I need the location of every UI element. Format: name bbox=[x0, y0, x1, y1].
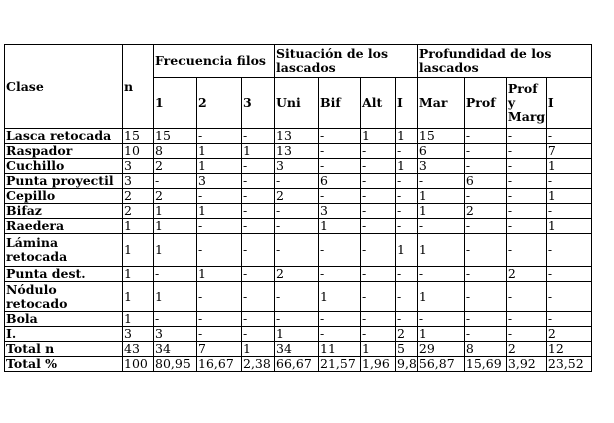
table-cell: 1 bbox=[197, 267, 242, 282]
table-cell: 3 bbox=[197, 174, 242, 189]
table-cell: 2 bbox=[546, 327, 591, 342]
header-clase: Clase bbox=[5, 45, 123, 129]
header-sub-1: 1 bbox=[154, 78, 197, 129]
table-cell: - bbox=[242, 312, 275, 327]
table-cell: 12 bbox=[546, 342, 591, 357]
header-sub-i2: I bbox=[546, 78, 591, 129]
table-cell: - bbox=[197, 312, 242, 327]
table-cell: - bbox=[464, 219, 506, 234]
table-cell: 3,92 bbox=[506, 357, 546, 372]
table-cell: - bbox=[197, 282, 242, 312]
row-clase-label: Punta proyectil bbox=[5, 174, 123, 189]
header-sub-prof: Prof bbox=[464, 78, 506, 129]
table-cell: - bbox=[396, 219, 418, 234]
table-cell: - bbox=[275, 219, 319, 234]
table-cell: 1 bbox=[123, 267, 154, 282]
table-cell: 2,38 bbox=[242, 357, 275, 372]
table-cell: 15,69 bbox=[464, 357, 506, 372]
table-cell: 6 bbox=[464, 174, 506, 189]
table-cell: 1 bbox=[123, 312, 154, 327]
table-cell: 1 bbox=[242, 144, 275, 159]
table-cell: - bbox=[242, 219, 275, 234]
table-cell: - bbox=[154, 174, 197, 189]
table-cell: 1 bbox=[197, 204, 242, 219]
table-cell: - bbox=[242, 234, 275, 267]
header-sub-uni: Uni bbox=[275, 78, 319, 129]
header-sub-bif: Bif bbox=[319, 78, 361, 129]
table-row bbox=[5, 357, 592, 372]
table-cell: - bbox=[242, 267, 275, 282]
table-cell: - bbox=[197, 234, 242, 267]
table-cell: 2 bbox=[154, 189, 197, 204]
table-cell: 3 bbox=[154, 327, 197, 342]
table-cell: 2 bbox=[464, 204, 506, 219]
table-cell: - bbox=[361, 282, 396, 312]
data-table-container bbox=[4, 44, 592, 372]
table-cell: - bbox=[197, 219, 242, 234]
table-row bbox=[5, 342, 592, 357]
table-cell: 1 bbox=[361, 129, 396, 144]
table-cell: 6 bbox=[319, 174, 361, 189]
table-cell: - bbox=[464, 327, 506, 342]
table-cell: 8 bbox=[154, 144, 197, 159]
table-cell: 9,8 bbox=[397, 356, 417, 371]
table-cell: 1 bbox=[396, 129, 418, 144]
table-cell: - bbox=[506, 129, 546, 144]
table-cell: - bbox=[319, 144, 361, 159]
table-cell: 1 bbox=[396, 234, 418, 267]
table-cell: - bbox=[361, 234, 396, 267]
table-cell: - bbox=[242, 159, 275, 174]
table-cell: 1 bbox=[154, 234, 197, 267]
table-cell: 3 bbox=[417, 159, 464, 174]
table-cell: - bbox=[361, 144, 396, 159]
table-cell: - bbox=[242, 189, 275, 204]
table-cell: 1 bbox=[275, 327, 319, 342]
table-cell: 1 bbox=[154, 282, 197, 312]
table-cell: - bbox=[319, 159, 361, 174]
table-cell: 8 bbox=[464, 342, 506, 357]
table-row bbox=[5, 234, 592, 267]
table-cell: 2 bbox=[506, 342, 546, 357]
header-frecuencia-filos: Frecuencia filos bbox=[154, 45, 275, 78]
table-cell: 21,57 bbox=[319, 357, 361, 372]
table-cell: 1 bbox=[361, 342, 396, 357]
table-row bbox=[5, 144, 592, 159]
table-cell: - bbox=[154, 267, 197, 282]
table-cell: 43 bbox=[123, 342, 154, 357]
table-cell: 1 bbox=[197, 159, 242, 174]
table-cell: 1 bbox=[319, 282, 361, 312]
table-cell: 1 bbox=[546, 219, 591, 234]
header-situacion-lascados: Situación de los lascados bbox=[275, 45, 418, 78]
table-cell: - bbox=[464, 189, 506, 204]
table-cell: - bbox=[464, 144, 506, 159]
table-cell: 100 bbox=[123, 357, 154, 372]
table-cell: - bbox=[396, 174, 418, 189]
table-cell: 13 bbox=[275, 144, 319, 159]
table-row bbox=[5, 282, 592, 312]
table-cell: - bbox=[546, 234, 591, 267]
table-cell: - bbox=[546, 204, 591, 219]
table-cell: 1 bbox=[197, 144, 242, 159]
table-cell: 15 bbox=[123, 129, 154, 144]
table-cell: 1 bbox=[123, 234, 154, 267]
row-clase-label: Total n bbox=[5, 342, 123, 357]
table-cell: 66,67 bbox=[275, 357, 319, 372]
table-cell: - bbox=[464, 129, 506, 144]
table-cell: - bbox=[275, 234, 319, 267]
table-row bbox=[5, 204, 592, 219]
table-cell: - bbox=[319, 327, 361, 342]
table-cell: - bbox=[464, 267, 506, 282]
table-cell: - bbox=[417, 219, 464, 234]
table-cell: 2 bbox=[275, 189, 319, 204]
table-cell: - bbox=[361, 219, 396, 234]
table-cell: 7 bbox=[546, 144, 591, 159]
header-sub-mar: Mar bbox=[417, 78, 464, 129]
row-clase-label: Cepillo bbox=[5, 189, 123, 204]
table-row bbox=[5, 189, 592, 204]
table-cell: - bbox=[319, 267, 361, 282]
header-sub-prof-marg: Prof y Marg bbox=[506, 78, 546, 129]
table-cell: 15 bbox=[417, 129, 464, 144]
table-cell: 2 bbox=[396, 327, 418, 342]
table-cell: 10 bbox=[123, 144, 154, 159]
table-cell: - bbox=[319, 129, 361, 144]
table-cell: - bbox=[464, 159, 506, 174]
table-cell: 29 bbox=[417, 342, 464, 357]
table-cell: - bbox=[197, 327, 242, 342]
table-cell: - bbox=[417, 174, 464, 189]
row-clase-label: Bifaz bbox=[5, 204, 123, 219]
table-cell: 1 bbox=[417, 327, 464, 342]
table-cell: 13 bbox=[275, 129, 319, 144]
header-n: n bbox=[123, 45, 154, 129]
table-cell: - bbox=[242, 327, 275, 342]
table-cell: 1 bbox=[242, 342, 275, 357]
table-cell: - bbox=[506, 282, 546, 312]
table-cell: - bbox=[361, 204, 396, 219]
table-cell: 23,52 bbox=[546, 357, 591, 372]
table-cell: 1 bbox=[123, 219, 154, 234]
table-cell: 1 bbox=[319, 219, 361, 234]
table-cell: - bbox=[464, 312, 506, 327]
table-cell: - bbox=[396, 282, 418, 312]
table-cell: 5 bbox=[396, 342, 418, 357]
table-cell: - bbox=[396, 267, 418, 282]
table-cell: - bbox=[361, 327, 396, 342]
lithic-analysis-table bbox=[4, 44, 592, 372]
table-cell: - bbox=[506, 219, 546, 234]
table-cell: - bbox=[275, 174, 319, 189]
table-cell: - bbox=[396, 189, 418, 204]
table-cell: 2 bbox=[154, 159, 197, 174]
row-clase-label: Lasca retocada bbox=[5, 129, 123, 144]
table-cell: - bbox=[396, 312, 418, 327]
row-clase-label: Raedera bbox=[5, 219, 123, 234]
table-cell: 2 bbox=[506, 267, 546, 282]
table-cell: 3 bbox=[275, 159, 319, 174]
table-cell: 1 bbox=[123, 282, 154, 312]
table-cell: 2 bbox=[123, 204, 154, 219]
table-cell: - bbox=[506, 159, 546, 174]
table-cell: - bbox=[396, 144, 418, 159]
table-cell: - bbox=[546, 312, 591, 327]
header-sub-2: 2 bbox=[197, 78, 242, 129]
table-cell: 3 bbox=[123, 327, 154, 342]
table-cell: - bbox=[361, 189, 396, 204]
row-clase-label: Total % bbox=[5, 357, 123, 372]
row-clase-label: Bola bbox=[5, 312, 123, 327]
table-cell: 7 bbox=[197, 342, 242, 357]
table-cell: - bbox=[319, 312, 361, 327]
table-cell: 1 bbox=[546, 159, 591, 174]
table-cell: - bbox=[242, 174, 275, 189]
table-cell: - bbox=[417, 312, 464, 327]
table-cell: 3 bbox=[123, 159, 154, 174]
table-cell: 56,87 bbox=[417, 357, 464, 372]
table-cell: - bbox=[417, 267, 464, 282]
table-cell: 2 bbox=[275, 267, 319, 282]
table-row bbox=[5, 174, 592, 189]
table-cell: - bbox=[275, 204, 319, 219]
table-cell: 3 bbox=[319, 204, 361, 219]
table-body bbox=[5, 129, 592, 372]
table-row bbox=[5, 129, 592, 144]
table-cell: 34 bbox=[275, 342, 319, 357]
table-row bbox=[5, 219, 592, 234]
table-cell: - bbox=[319, 189, 361, 204]
table-cell: 2 bbox=[123, 189, 154, 204]
table-cell: 1 bbox=[154, 219, 197, 234]
table-cell: - bbox=[154, 312, 197, 327]
table-cell: 34 bbox=[154, 342, 197, 357]
table-cell: 80,95 bbox=[154, 357, 197, 372]
table-cell: 15 bbox=[154, 129, 197, 144]
table-cell: - bbox=[506, 327, 546, 342]
table-cell: 16,67 bbox=[197, 357, 242, 372]
table-cell: - bbox=[396, 204, 418, 219]
table-cell: - bbox=[546, 174, 591, 189]
table-row bbox=[5, 267, 592, 282]
table-cell: - bbox=[506, 189, 546, 204]
table-cell: - bbox=[361, 159, 396, 174]
header-sub-3: 3 bbox=[242, 78, 275, 129]
header-sub-i: I bbox=[396, 78, 418, 129]
row-clase-label: Lámina retocada bbox=[5, 234, 123, 267]
table-cell: - bbox=[546, 129, 591, 144]
table-row bbox=[5, 312, 592, 327]
row-clase-label: I. bbox=[5, 327, 123, 342]
table-row bbox=[5, 159, 592, 174]
table-cell: 11 bbox=[319, 342, 361, 357]
table-cell: - bbox=[546, 282, 591, 312]
table-cell: - bbox=[275, 282, 319, 312]
header-sub-alt: Alt bbox=[361, 78, 396, 129]
table-cell: 1,96 bbox=[361, 357, 396, 372]
table-cell: 1 bbox=[154, 204, 197, 219]
table-cell: - bbox=[275, 312, 319, 327]
row-clase-label: Punta dest. bbox=[5, 267, 123, 282]
table-cell: 1 bbox=[546, 189, 591, 204]
table-cell: - bbox=[242, 129, 275, 144]
table-cell: 1 bbox=[417, 189, 464, 204]
table-cell: - bbox=[197, 129, 242, 144]
table-cell: - bbox=[506, 204, 546, 219]
table-cell: 1 bbox=[417, 204, 464, 219]
table-cell: - bbox=[506, 144, 546, 159]
table-cell: - bbox=[464, 282, 506, 312]
table-cell: 1 bbox=[396, 159, 418, 174]
table-cell: - bbox=[506, 312, 546, 327]
table-cell: - bbox=[242, 282, 275, 312]
table-cell: - bbox=[197, 189, 242, 204]
table-cell: - bbox=[464, 234, 506, 267]
table-cell: - bbox=[361, 267, 396, 282]
header-row-groups bbox=[5, 45, 592, 78]
row-clase-label: Nódulo retocado bbox=[5, 282, 123, 312]
table-cell: - bbox=[361, 312, 396, 327]
table-cell: - bbox=[506, 174, 546, 189]
row-clase-label: Raspador bbox=[5, 144, 123, 159]
table-cell: - bbox=[319, 234, 361, 267]
table-row bbox=[5, 327, 592, 342]
table-cell: - bbox=[546, 267, 591, 282]
table-cell: - bbox=[242, 204, 275, 219]
table-cell: 6 bbox=[417, 144, 464, 159]
header-profundidad-lascados: Profundidad de los lascados bbox=[417, 45, 591, 78]
row-clase-label: Cuchillo bbox=[5, 159, 123, 174]
table-cell: - bbox=[361, 174, 396, 189]
table-cell: 3 bbox=[123, 174, 154, 189]
table-cell: 1 bbox=[417, 282, 464, 312]
table-cell: 1 bbox=[417, 234, 464, 267]
table-cell: - bbox=[506, 234, 546, 267]
